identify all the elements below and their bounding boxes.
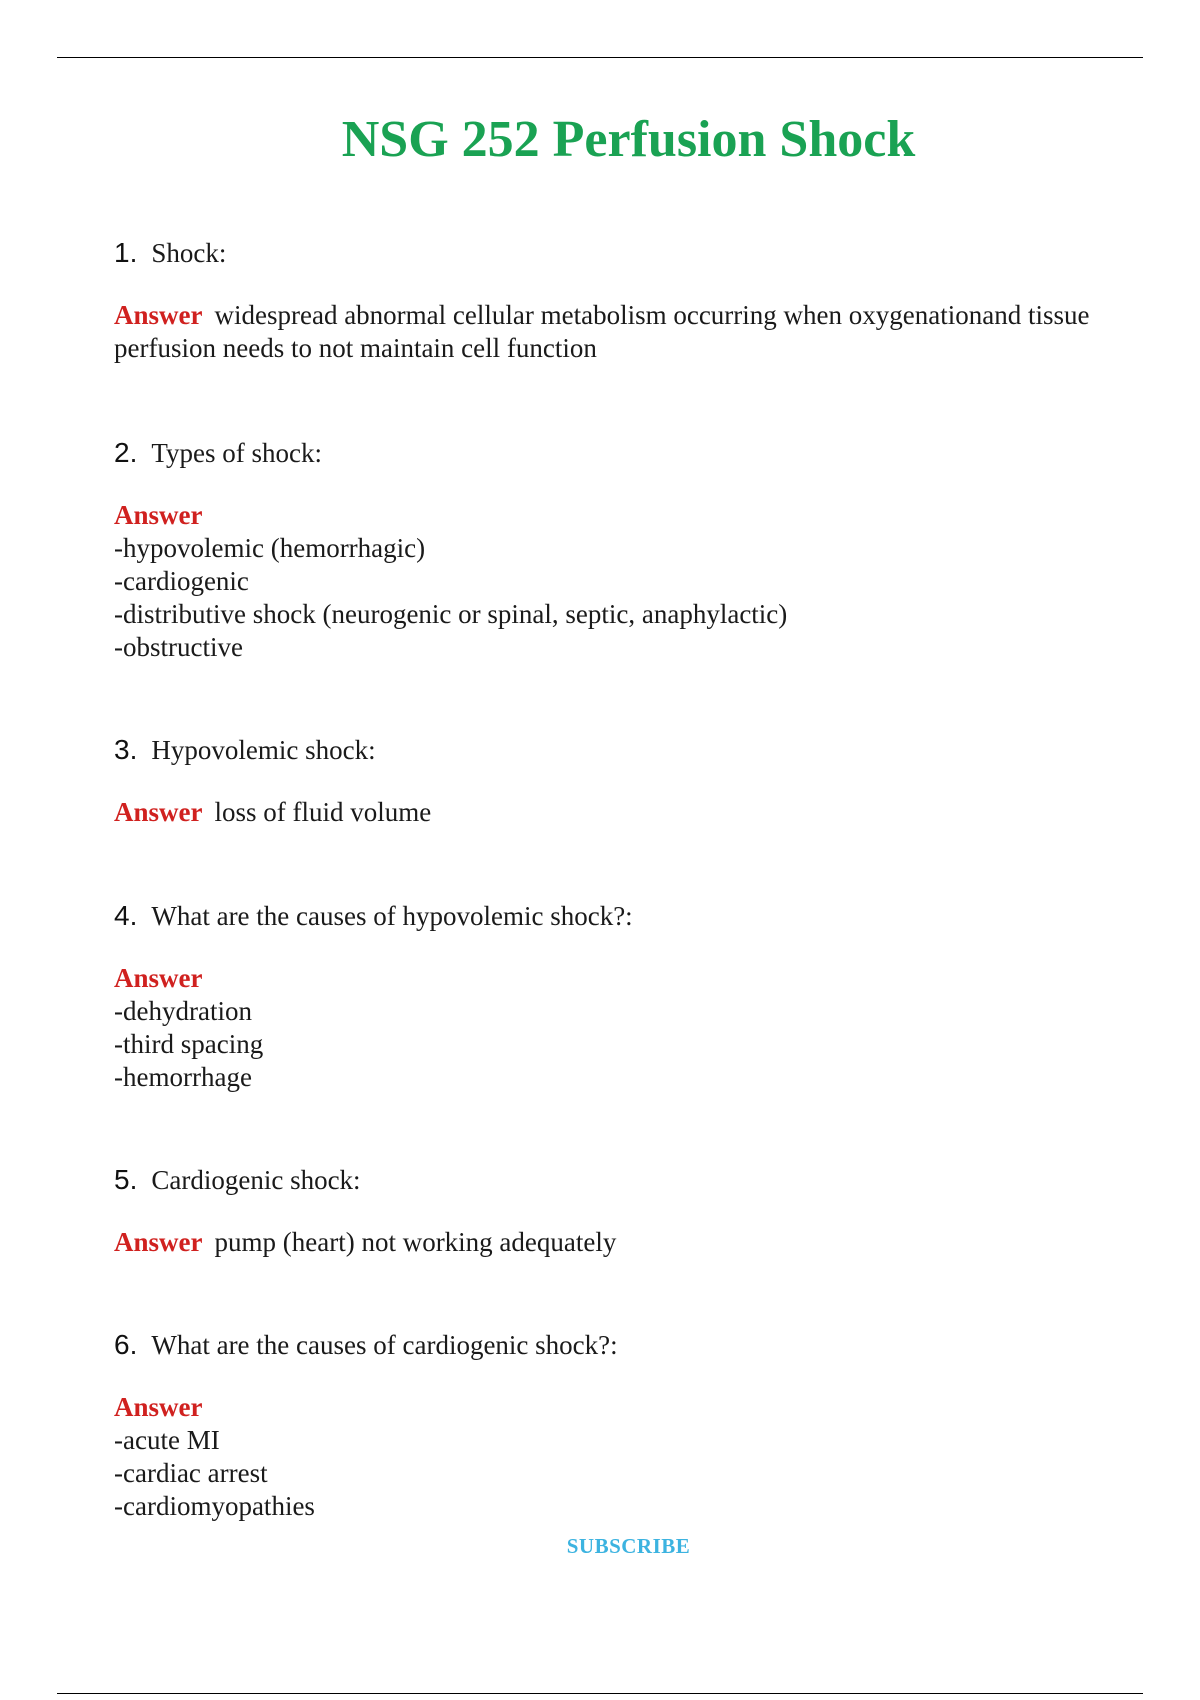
subscribe-link[interactable]: SUBSCRIBE bbox=[566, 1534, 691, 1558]
question-text: Types of shock: bbox=[151, 438, 322, 468]
answer-line: -acute MI bbox=[114, 1425, 220, 1455]
question-number: 3. bbox=[114, 734, 138, 765]
question-number: 5. bbox=[114, 1164, 138, 1195]
answer-line: -third spacing bbox=[114, 1029, 264, 1059]
answer-line: -obstructive bbox=[114, 632, 243, 662]
answer-text: loss of fluid volume bbox=[214, 797, 432, 827]
qa-item-6 bbox=[114, 1327, 1154, 1523]
answer-line: -cardiogenic bbox=[114, 566, 249, 596]
answer-label: Answer bbox=[114, 1227, 203, 1257]
question-text: What are the causes of cardiogenic shock?: bbox=[151, 1330, 618, 1360]
question-number: 6. bbox=[114, 1329, 138, 1360]
answer-line: -hemorrhage bbox=[114, 1062, 252, 1092]
qa-item-1 bbox=[114, 235, 1154, 365]
question-text: Shock: bbox=[151, 238, 227, 268]
question-text: Hypovolemic shock: bbox=[151, 735, 376, 765]
answer-label: Answer bbox=[114, 1392, 203, 1422]
answer-1 bbox=[114, 299, 1154, 365]
answer-line: -hypovolemic (hemorrhagic) bbox=[114, 533, 426, 563]
question-3 bbox=[114, 732, 1154, 768]
answer-text: pump (heart) not working adequately bbox=[214, 1227, 617, 1257]
answer-line: -cardiomyopathies bbox=[114, 1491, 315, 1521]
question-number: 4. bbox=[114, 900, 138, 931]
answer-label: Answer bbox=[114, 300, 203, 330]
question-number: 1. bbox=[114, 237, 138, 268]
answer-2 bbox=[114, 499, 1154, 664]
question-5 bbox=[114, 1162, 1154, 1198]
question-text: What are the causes of hypovolemic shock?: bbox=[151, 901, 633, 931]
qa-item-2 bbox=[114, 435, 1154, 664]
question-2 bbox=[114, 435, 1154, 471]
answer-4 bbox=[114, 962, 1154, 1094]
top-rule bbox=[57, 57, 1143, 58]
answer-line: -distributive shock (neurogenic or spinal, septic, anaphylactic) bbox=[114, 599, 788, 629]
qa-item-3 bbox=[114, 732, 1154, 829]
answer-line: -dehydration bbox=[114, 996, 252, 1026]
answer-text: widespread abnormal cellular metabolism occurring when oxygenationand tissue perfusion needs to not maintain cell function bbox=[114, 300, 1090, 363]
question-4 bbox=[114, 898, 1154, 934]
question-text: Cardiogenic shock: bbox=[151, 1165, 361, 1195]
answer-label: Answer bbox=[114, 797, 203, 827]
answer-label: Answer bbox=[114, 500, 203, 530]
answer-3 bbox=[114, 796, 1154, 829]
answer-5 bbox=[114, 1226, 1154, 1259]
question-6 bbox=[114, 1327, 1154, 1363]
qa-item-5 bbox=[114, 1162, 1154, 1259]
question-1 bbox=[114, 235, 1154, 271]
question-number: 2. bbox=[114, 437, 138, 468]
bottom-rule bbox=[57, 1693, 1143, 1694]
answer-label: Answer bbox=[114, 963, 203, 993]
qa-item-4 bbox=[114, 898, 1154, 1094]
answer-line: -cardiac arrest bbox=[114, 1458, 268, 1488]
document-title: NSG 252 Perfusion Shock bbox=[341, 111, 916, 168]
answer-6 bbox=[114, 1391, 1154, 1523]
